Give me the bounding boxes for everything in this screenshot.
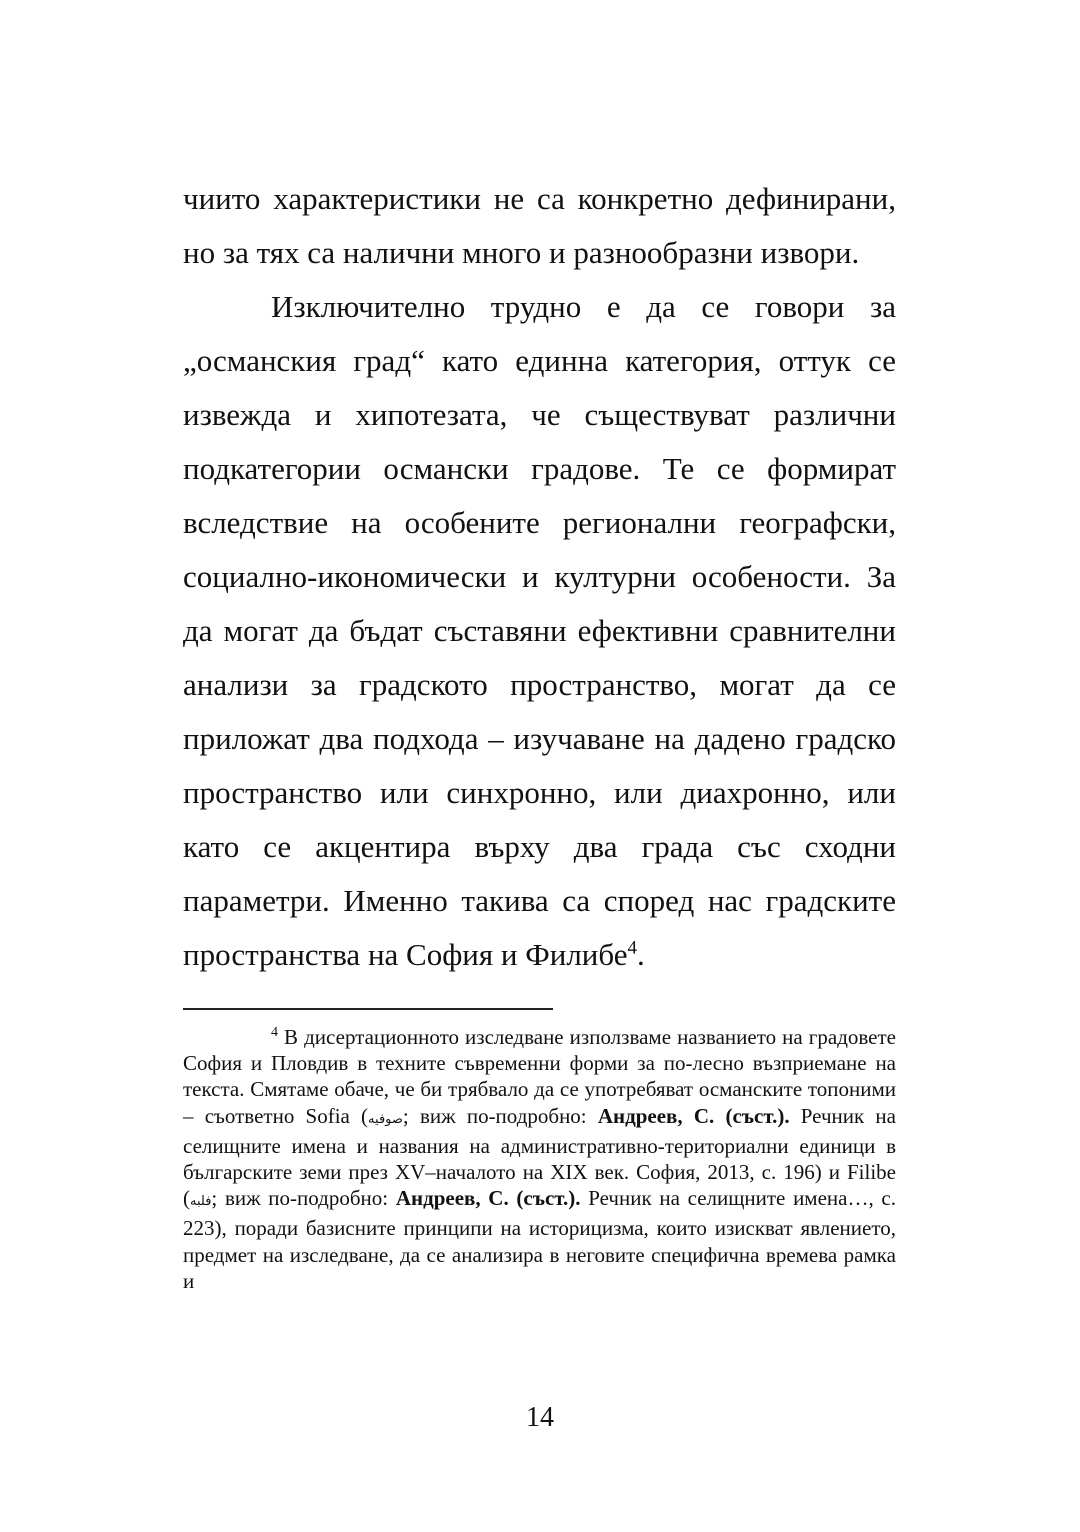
paragraph-2: Изключително трудно е да се говори за „османския град“ като единна категория, оттук се извежда и хипотезата, че съществуват различни подкатегории османски градове. Те се формират вследствие на особените регионални географски, социално-икономически и културни особености. За да могат да бъдат съставяни ефективни сравнителни анализи за градското пространство, могат да се приложат два подхода – изучаване на дадено градско пространство или синхронно, или диахронно, или като се акцентира върху два града със сходни параметри. Именно такива са според нас градските пространства на София и Филибе$^4$. <box>183 289 896 972</box>
footnote-reference[interactable]: 4 <box>627 937 638 959</box>
arabic-toponym-filibe: فلبه <box>190 1194 212 1210</box>
footnote-separator <box>183 1008 553 1010</box>
paragraph-1: чиито характеристики не са конкретно дефинирани, но за тях са налични много и разнообразни извори. <box>183 181 896 270</box>
footnote-marker: 4 <box>271 1025 278 1040</box>
page-number: 14 <box>526 1402 554 1433</box>
main-text <box>183 172 896 982</box>
footnote-text: $^4$ В дисертационното изследване използваме названието на градовете София и Пловдив в техните съвременни форми за по-лесно възприемане на текста. Смятаме обаче, че би трябвало да се употребяват османските топоними – съответно Sofia (صوفيه; виж по-подробно: Андреев, С. (съст.). Речник на селищните имена и названия на административно-териториални единици в българските земи през XV–началото на XIX век. София, 2013, с. 196) и Filibe (فلبه; виж по-подробно: Андреев, С. (съст.). Речник на селищните имена…, с. 223), поради базисните принципи на историцизма, които изискват явлението, предмет на изследване, да се анализира в неговите специфична времева рамка и <box>183 1025 896 1293</box>
author-reference: Андреев, С. (съст.). <box>597 1103 790 1128</box>
footnote <box>183 1024 896 1294</box>
author-reference: Андреев, С. (съст.). <box>395 1186 581 1211</box>
arabic-toponym-sofia: صوفيه <box>368 1111 403 1127</box>
